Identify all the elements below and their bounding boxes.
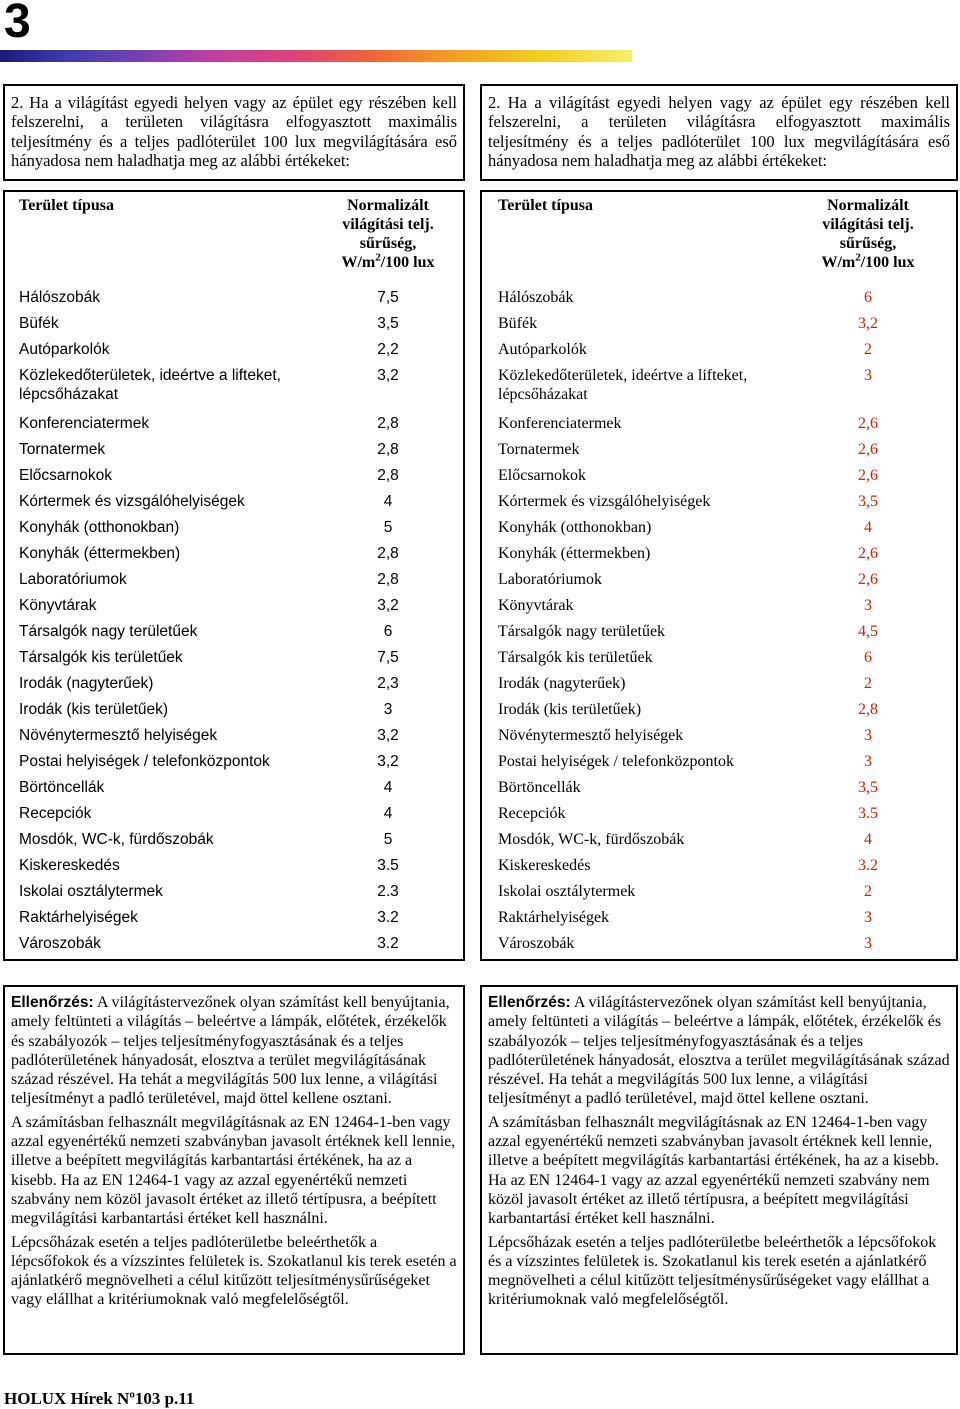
table-row <box>19 882 443 908</box>
density-value-cell: 3,2 <box>377 597 399 614</box>
table-row <box>19 856 443 882</box>
area-type-cell: Közlekedőterületek, ideértve a lifteket, lépcsőházakat <box>19 367 281 403</box>
table-row <box>19 570 443 596</box>
table-row <box>19 466 443 492</box>
density-value-cell: 3.2 <box>377 909 399 926</box>
area-type-cell: Könyvtárak <box>19 597 97 614</box>
area-type-cell: Irodák (nagyterűek) <box>19 675 154 692</box>
area-type-cell: Postai helyiségek / telefonközpontok <box>19 753 270 770</box>
area-type-cell: Börtöncellák <box>498 779 581 796</box>
area-type-cell: Börtöncellák <box>19 779 105 796</box>
check-label: Ellenőrzés: <box>488 994 571 1011</box>
area-type-cell: Hálószobák <box>19 289 100 306</box>
density-value-cell: 3 <box>864 597 872 614</box>
area-type-cell: Tornatermek <box>19 441 106 458</box>
density-value-cell: 4 <box>864 831 872 848</box>
table-row <box>19 440 443 466</box>
density-value-cell: 3.2 <box>377 935 399 952</box>
density-value-cell: 2,8 <box>377 441 399 458</box>
table-row <box>19 700 443 726</box>
density-value-cell: 2 <box>864 341 872 358</box>
density-value-cell: 4 <box>383 805 393 822</box>
table-row <box>498 440 923 466</box>
density-value-cell: 6 <box>383 623 393 640</box>
table-row <box>498 314 923 340</box>
table-row <box>19 596 443 622</box>
area-type-cell: Konferenciatermek <box>498 415 622 432</box>
area-type-cell: Konyhák (otthonokban) <box>498 519 652 536</box>
right-check-box <box>480 985 958 1355</box>
right-table-body <box>498 288 923 960</box>
area-type-cell: Mosdók, WC-k, fürdőszobák <box>498 831 685 848</box>
area-type-cell: Laboratóriumok <box>498 571 602 588</box>
area-type-cell: Társalgók kis területűek <box>19 649 183 666</box>
table-row <box>19 544 443 570</box>
area-type-cell: Konferenciatermek <box>19 415 150 432</box>
area-type-cell: Hálószobák <box>498 289 574 306</box>
density-value-cell: 2,6 <box>858 415 878 432</box>
table-row <box>19 314 443 340</box>
density-value-cell: 2,3 <box>377 675 399 692</box>
left-intro-text: 2. Ha a világítást egyedi helyen vagy az épület egy részében kell felszerelni, a területen világításra elfogyasztott maximális teljesítmény és a teljes padlóterület 100 lux megvilágítására eső hányadosa nem haladhatja meg az alábbi értékeket: <box>11 93 457 171</box>
density-value-cell: 3 <box>864 367 872 384</box>
table-row <box>19 492 443 518</box>
right-table-box <box>480 190 958 961</box>
left-lighting-table <box>19 196 443 960</box>
table-header-row <box>19 196 443 288</box>
table-row <box>19 804 443 830</box>
area-type-cell: Városzobák <box>498 935 575 952</box>
table-row <box>498 882 923 908</box>
area-type-cell: Konyhák (éttermekben) <box>19 545 181 562</box>
density-value-cell: 2,8 <box>377 467 399 484</box>
area-type-cell: Irodák (nagyterűek) <box>498 675 626 692</box>
header-density-line-2: világítási telj. <box>342 216 434 233</box>
area-type-cell: Büfék <box>498 315 538 332</box>
table-row <box>19 908 443 934</box>
density-value-cell: 2,6 <box>858 571 878 588</box>
area-type-cell: Recepciók <box>498 805 566 822</box>
area-type-cell: Társalgók nagy területűek <box>498 623 666 640</box>
table-row <box>498 492 923 518</box>
table-row <box>19 288 443 314</box>
header-density-unit: $W/m^2/100$ lux <box>341 251 435 271</box>
table-row <box>498 856 923 882</box>
left-table-body <box>19 288 443 960</box>
table-row <box>498 414 923 440</box>
table-row <box>19 830 443 856</box>
density-value-cell: 3.2 <box>858 857 878 874</box>
table-row <box>19 648 443 674</box>
table-row <box>498 466 923 492</box>
table-row <box>19 414 443 440</box>
table-row <box>498 596 923 622</box>
density-value-cell: 7,5 <box>377 649 399 666</box>
check-paragraph-2: A számításban felhasznált megvilágításnak az EN 12464-1-ben vagy azzal egyenértékű nemzeti szabványban javasolt értéknek kell lennie, illetve a beépített megvilágítás karbantartási értékének, ha az a kisebb. Ha az EN 12464-1 vagy az azzal egyenértékű nemzeti szabvány nem közöl javasolt értéket az illető tértípusra, a beépített megvilágítási karbantartási értéket kell használni. <box>488 1113 939 1228</box>
left-check-box <box>3 985 465 1355</box>
density-value-cell: 4 <box>383 779 393 796</box>
table-row <box>498 544 923 570</box>
area-type-cell: Kórtermek és vizsgálóhelyiségek <box>498 493 711 510</box>
area-type-cell: Kiskereskedés <box>498 857 591 874</box>
table-row <box>498 674 923 700</box>
density-value-cell: 4 <box>864 519 872 536</box>
check-paragraph-3: Lépcsőházak esetén a teljes padlóterületbe beleérthetők a lépcsőfokok és a vízszintes felületek is. Szokatlanul kis terek esetén a ajánlatkérő megnövelheti a célul kitűzött teljesítménysűrűségeket vagy elállhat a kritériumoknak való megfelelőségtől. <box>488 1233 937 1309</box>
header-density-line-1: Normalizált <box>347 197 429 214</box>
area-type-cell: Recepciók <box>19 805 92 822</box>
area-type-cell: Raktárhelyiségek <box>498 909 610 926</box>
density-value-cell: 4,5 <box>858 623 878 640</box>
area-type-cell: Tornatermek <box>498 441 580 458</box>
density-value-cell: 3 <box>383 701 393 718</box>
table-row <box>498 340 923 366</box>
density-value-cell: 5 <box>383 831 393 848</box>
density-value-cell: 3,5 <box>858 779 878 796</box>
area-type-cell: Iskolai osztálytermek <box>19 883 163 900</box>
right-check-text <box>482 987 956 1310</box>
area-type-cell: Kiskereskedés <box>19 857 120 874</box>
table-row <box>19 778 443 804</box>
header-area-type: Terület típusa <box>19 197 114 214</box>
density-value-cell: 2,6 <box>858 467 878 484</box>
left-table-box <box>3 190 465 961</box>
table-row <box>19 340 443 366</box>
density-value-cell: 5 <box>383 519 393 536</box>
density-value-cell: 3 <box>864 727 872 744</box>
right-intro-box <box>480 84 958 181</box>
table-row <box>19 674 443 700</box>
header-density-line-3: sűrűség, <box>839 235 897 252</box>
table-row <box>498 804 923 830</box>
footer-citation: HOLUX Hírek $N^o103$ p.11 <box>4 1388 195 1408</box>
density-value-cell: 3 <box>864 935 872 952</box>
check-label: Ellenőrzés: <box>11 994 94 1011</box>
table-row <box>498 366 923 414</box>
table-row <box>498 700 923 726</box>
density-value-cell: 3.5 <box>377 857 399 874</box>
area-type-cell: Raktárhelyiségek <box>19 909 138 926</box>
table-row <box>19 366 443 414</box>
density-value-cell: 3,5 <box>858 493 878 510</box>
table-header-row <box>498 196 923 288</box>
density-value-cell: 3,2 <box>377 727 399 744</box>
area-type-cell: Konyhák (éttermekben) <box>498 545 651 562</box>
density-value-cell: 3.5 <box>858 805 878 822</box>
density-value-cell: 6 <box>864 649 872 666</box>
decorative-color-bar <box>0 50 632 62</box>
area-type-cell: Növénytermesztő helyiségek <box>19 727 218 744</box>
table-row <box>498 648 923 674</box>
header-normalized-density <box>813 196 923 288</box>
density-value-cell: 3,2 <box>377 753 399 770</box>
table-row <box>498 934 923 960</box>
area-type-cell: Laboratóriumok <box>19 571 127 588</box>
header-density-line-2: világítási telj. <box>822 216 914 233</box>
area-type-cell: Büfék <box>19 315 59 332</box>
density-value-cell: 2,6 <box>858 441 878 458</box>
check-paragraph-3: Lépcsőházak esetén a teljes padlóterületbe beleérthetők a lépcsőfokok és a vízszintes felületek is. Szokatlanul kis terek esetén a ajánlatkérő megnövelheti a célul kitűzött teljesítménysűrűségeket vagy elállhat a kritériumoknak való megfelelőségtől. <box>11 1233 457 1309</box>
density-value-cell: 2,6 <box>858 545 878 562</box>
density-value-cell: 2,8 <box>377 571 399 588</box>
area-type-cell: Autóparkolók <box>498 341 587 358</box>
table-row <box>498 570 923 596</box>
table-row <box>19 726 443 752</box>
header-density-line-1: Normalizált <box>827 197 909 214</box>
density-value-cell: 3,2 <box>377 367 399 384</box>
header-area-type: Terület típusa <box>498 197 593 214</box>
area-type-cell: Irodák (kis területűek) <box>498 701 642 718</box>
density-value-cell: 2 <box>864 675 872 692</box>
area-type-cell: Előcsarnokok <box>19 467 113 484</box>
left-intro-box <box>3 84 465 181</box>
left-check-text <box>5 987 463 1310</box>
area-type-cell: Könyvtárak <box>498 597 574 614</box>
area-type-cell: Városzobák <box>19 935 101 952</box>
density-value-cell: 7,5 <box>377 289 399 306</box>
area-type-cell: Társalgók kis területűek <box>498 649 653 666</box>
area-type-cell: Kórtermek és vizsgálóhelyiségek <box>19 493 245 510</box>
header-density-line-3: sűrűség, <box>359 235 417 252</box>
density-value-cell: 3 <box>864 753 872 770</box>
density-value-cell: 2,2 <box>377 341 399 358</box>
table-row <box>19 934 443 960</box>
density-value-cell: 3,5 <box>377 315 399 332</box>
right-lighting-table <box>498 196 923 960</box>
table-row <box>498 622 923 648</box>
table-row <box>19 752 443 778</box>
area-type-cell: Iskolai osztálytermek <box>498 883 636 900</box>
table-row <box>498 752 923 778</box>
area-type-cell: Mosdók, WC-k, fürdőszobák <box>19 831 214 848</box>
density-value-cell: 2 <box>864 883 872 900</box>
check-paragraph-1: Ellenőrzés: A világítástervezőnek olyan számítást kell benyújtania, amely feltünteti a világítás – beleértve a lámpák, előtétek, érzékelők és szabályozók – teljes teljesítményfogyasztásának és a teljes padlóterületének hányadosát, elosztva a terület megvilágításának század részével. Ha tehát a megvilágítás 500 lux lenne, a világítási teljesítményt a padló területével, majd öttel kellene osztani. <box>488 994 950 1108</box>
table-row <box>498 778 923 804</box>
table-row <box>19 622 443 648</box>
table-row <box>19 518 443 544</box>
area-type-cell: Autóparkolók <box>19 341 110 358</box>
density-value-cell: 4 <box>383 493 393 510</box>
area-type-cell: Társalgók nagy területűek <box>19 623 198 640</box>
area-type-cell: Postai helyiségek / telefonközpontok <box>498 753 734 770</box>
check-paragraph-2: A számításban felhasznált megvilágításnak az EN 12464-1-ben vagy azzal egyenértékű nemzeti szabványban javasolt értéknek kell lennie, illetve a beépített megvilágítás karbantartási értékének, ha az a kisebb. Ha az EN 12464-1 vagy az azzal egyenértékű nemzeti szabvány nem közöl javasolt értéket az illető tértípusra, a beépített megvilágítási karbantartási értéket kell használni. <box>11 1113 456 1228</box>
header-normalized-density <box>333 196 443 288</box>
table-row <box>498 726 923 752</box>
area-type-cell: Irodák (kis területűek) <box>19 701 169 718</box>
header-density-unit: $W/m^2/100$ lux <box>821 251 915 271</box>
density-value-cell: 2.3 <box>377 883 399 900</box>
density-value-cell: 3,2 <box>858 315 878 332</box>
page-number: 3 <box>4 0 31 48</box>
density-value-cell: 2,8 <box>377 545 399 562</box>
table-row <box>498 288 923 314</box>
density-value-cell: 2,8 <box>377 415 399 432</box>
density-value-cell: 2,8 <box>858 701 878 718</box>
check-paragraph-1: Ellenőrzés: A világítástervezőnek olyan számítást kell benyújtania, amely feltünteti a világítás – beleértve a lámpák, előtétek, érzékelők és szabályozók – teljes teljesítményfogyasztásának és a teljes padlóterületének hányadosát, elosztva a terület megvilágításának század részével. Ha tehát a megvilágítás 500 lux lenne, a világítási teljesítményt a padló területével, majd öttel kellene osztani. <box>11 994 450 1108</box>
density-value-cell: 6 <box>864 289 872 306</box>
table-row <box>498 518 923 544</box>
right-intro-text: 2. Ha a világítást egyedi helyen vagy az épület egy részében kell felszerelni, a területen világításra elfogyasztott maximális teljesítmény és a teljes padlóterület 100 lux megvilágítására eső hányadosa nem haladhatja meg az alábbi értékeket: <box>488 93 950 171</box>
area-type-cell: Konyhák (otthonokban) <box>19 519 180 536</box>
table-row <box>498 908 923 934</box>
table-row <box>498 830 923 856</box>
area-type-cell: Előcsarnokok <box>498 467 586 484</box>
area-type-cell: Közlekedőterületek, ideértve a lifteket, lépcsőházakat <box>498 367 748 403</box>
area-type-cell: Növénytermesztő helyiségek <box>498 727 684 744</box>
density-value-cell: 3 <box>864 909 872 926</box>
